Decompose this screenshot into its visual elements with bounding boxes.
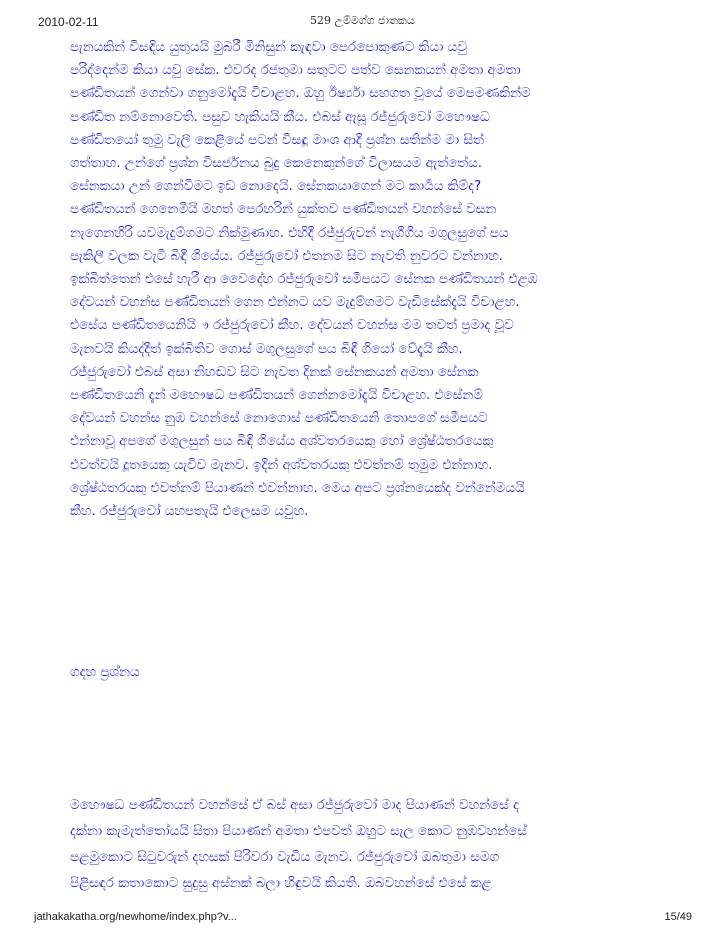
section-text: [70, 793, 690, 897]
text-line: දේවයන් වහන්ස පණ්ඩිතයන් ගෙන එන්නට යව මැදුම්ගමට වැඩිසේක්දැයි විචාළහ.: [70, 295, 520, 311]
text-line: දේවයන් වහන්ස නුඹ වහන්සේ නොගොස් පණ්ඩිතයෙනි තොපගේ සමීපයට: [70, 411, 488, 427]
text-line: පැකිලී වලක වැටී බිඳී ගියේය. රජ්ජුරුවෝ එතනම සිට නැවති නුවරට වන්නාහ.: [70, 248, 503, 264]
text-line: පණ්ඩිතයන් ගෙනෙමියි මහත් පෙරහරින් යුක්තව පණ්ඩිතයන් වහන්සේ වසන: [70, 202, 497, 218]
text-line: එසේය පණ්ඩිතයෙනියි ෟ රජ්ජුරුවෝ කීහ. දේවයන් වහන්ස මම තවත් ප්‍රමාද වූව: [70, 318, 514, 334]
text-line: පණ්ඩිත නම්නොවෙති. පසුව හැකියයි කීය. එබස් ඇසූ රජ්ජුරුවෝ මහෞෂධ: [70, 109, 490, 125]
page-number: 15/49: [664, 911, 692, 923]
text-line: පණ්ඩිතයෝ තුමු වැලි කෙළියේ පටන් විසඳූ මාංශ ආදී ප්‍රශ්න සතින්ම මා සිත්: [70, 132, 484, 148]
footer-url: jathakakatha.org/newhome/index.php?v...: [34, 911, 237, 923]
main-text: [70, 36, 690, 523]
text-line: මැනවයි කියද්දීත් ඉක්බිතිව ගොස් මගුලසුගේ පය බිඳී ගියෝ වේදැයි කීහ.: [70, 341, 463, 357]
page-title: 529 උම්මග්ග ජාතකය: [310, 14, 415, 27]
text-line: දක්නා කැමැත්තෝයයි සිතා පියාණන් අමතා එපවත් ඔහුට සැල කොට නුඹවහන්සේ: [70, 824, 527, 839]
text-line: මහෞෂධ පණ්ඩිතයන් වහන්සේ ඒ බස් අසා රජ්ජුරුවෝ මාද පියාණන් වහන්සේ ද: [70, 798, 519, 813]
section-heading: ගදහ ප්‍රශ්නය: [70, 665, 140, 680]
print-date: 2010-02-11: [38, 15, 99, 29]
text-line: පණ්ඩිතයන් ගෙන්වා ගනුමෝදැයි විචාළහ. ඔහු ඊර්ෂ්‍යා සහගත වූයේ මෙපමණකින්ම: [70, 86, 531, 102]
text-line: රජ්ජුරුවෝ එබස් අසා නිහඬව සිට නැවත දිනක් සේනකයන් අමතා සේනක: [70, 364, 479, 380]
text-line: සේනකයා උන් ගෙන්වීමට ඉඩ නොදෙයි. සේනකයාගෙන් මට කාර්‍යය කිම්ද?: [70, 179, 482, 195]
text-line: පැනයකින් විසඳිය යුතුයයි මුබරී මිනිසුන් කැඳවා පෙරපොකුණට කියා යවු: [70, 40, 467, 55]
text-line: එන්නාවූ අපගේ මගුලසුන් පය බිඳී ගියේය අශ්වතරයෙකු හෝ ශ්‍රේෂ්ඨතරයෙකු: [70, 434, 494, 450]
text-line: ඉක්බිත්තෙන් එසේ හැරී ආ වෛදේහ රජ්ජුරුවෝ සමීපයට සේනක පණ්ඩිතයන් එළඹ: [70, 272, 538, 288]
text-line: නැගෙනහිරි යවමැදුම්ගමට නික්මුණාහ. එහිදී රජ්ජුරුවන් නැගීගිය මගුලසුගේ පය: [70, 225, 509, 241]
text-line: එවත්වයි දූතයෙකු යැවිව මැනව. ඉදින් අශ්වතරයකු එවත්නම් තුමුම එන්නාහ.: [70, 457, 493, 473]
text-line: පිළිසඳර කතාකොට සුදුසු අස්නක් බලා හිඳුවයි කියති. ඔබවහන්සේ එසේ කළ: [70, 876, 492, 891]
text-line: පරිද්දෙන්ම කියා යවු සේක. එවරද රජතුමා සතුටට පත්ව සෙනකයන් අමතා අමතා: [70, 63, 521, 79]
text-line: පළමුකොට සිටුවරුන් දහසක් පිරිවරා වැඩිය මැනව. රජ්ජුරුවෝ ඔබතුමා සමග: [70, 850, 500, 865]
text-line: ගත්තාහ. උන්ගේ ප්‍රශ්න විසර්ජනය බුදු කෙනෙකුන්ගේ විලාසයම ඇත්තේය.: [70, 156, 482, 172]
text-line: පණ්ඩිතයෙනි දැන් මහෞෂධ පණ්ඩිතයන් ගෙන්නමෝදැයි විචාළහ. එසේනම්: [70, 388, 483, 404]
text-line: කීහ. රජ්ජුරුවෝ යහපතැයි එලෙසම යවුහ.: [70, 504, 309, 520]
text-line: ශ්‍රේෂ්ඨතරයකු එවත්නම් පියාණන් එවන්නාහ. මෙය අපට ප්‍රශ්නයෙක්ද වන්නේමයයි: [70, 480, 525, 496]
